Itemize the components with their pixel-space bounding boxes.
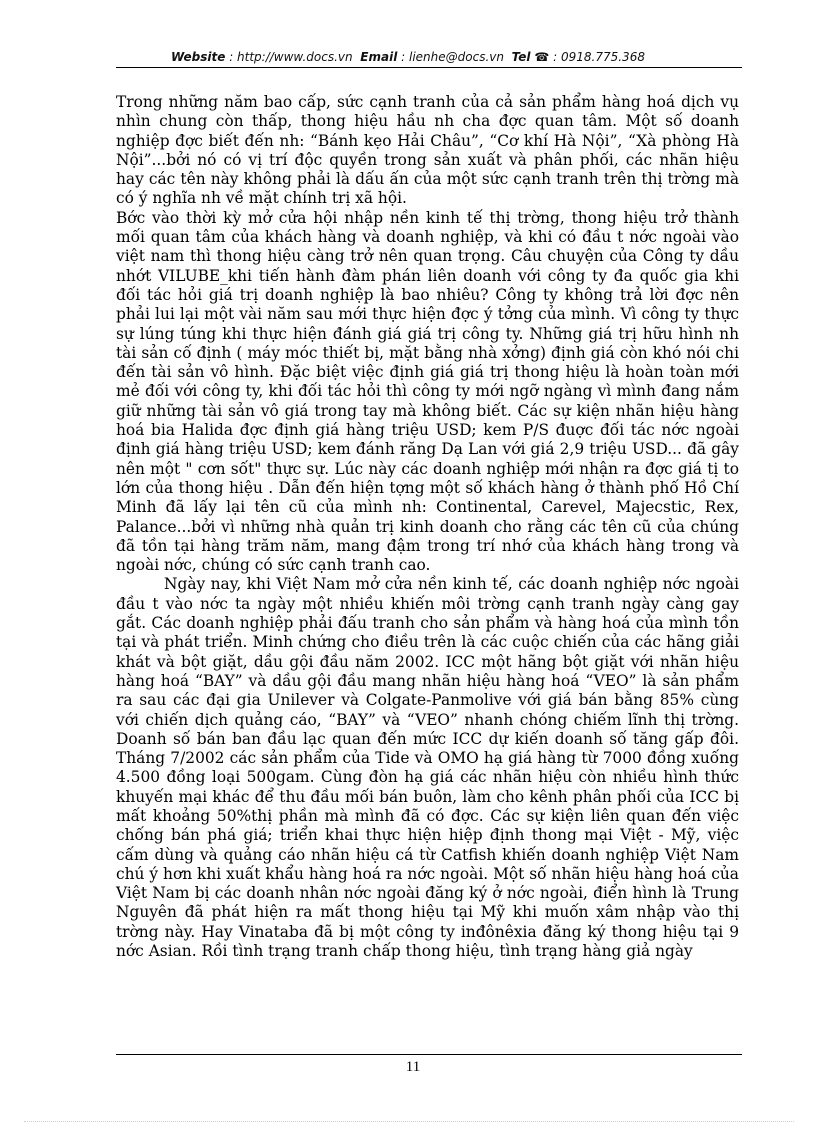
email-value: : lienhe@docs.vn — [401, 50, 504, 64]
page-header — [0, 50, 816, 64]
paragraph: Bớc vào thời kỳ mở cửa hội nhập nền kinh tế thị trờng, thong hiệu trở thành mối quan tâm của khách hàng và doanh nghiệp, và khi có đầu t nớc ngoài vào việt nam thì thong hiệu càng trở nên quan trọng. Câu chuyện của Công ty dầu nhớt VILUBE_khi tiến hành đàm phán liên doanh với công ty đa quốc gia khi đối tác hỏi giá trị doanh nghiệp là bao nhiêu? Công ty không trả lời đợc nên phải lui lại một vài năm sau mới thực hiện đợc ý tởng của mình. Vì công ty thực sự lúng túng khi thực hiện đánh giá giá trị công ty. Những giá trị hữu hình nh tài sản cố định ( máy móc thiết bị, mặt bằng nhà xởng) định giá còn khó nói chi đến tài sản vô hình. Đặc biệt việc định giá giá trị thong hiệu là hoàn toàn mới mẻ đối với công ty, khi đối tác hỏi thì công ty mới ngỡ ngàng vì mình đang nắm giữ những tài sản vô giá trong tay mà không biết. Các sự kiện nhãn hiệu hàng hoá bia Halida đợc định giá hàng triệu USD; kem P/S đuợc đối tác nớc ngoài định giá hàng triệu USD; kem đánh răng Dạ Lan với giá 2,9 triệu USD... đã gây nên một " cơn sốt" thực sự. Lúc này các doanh nghiệp mới nhận ra đợc giá tị to lớn của thong hiệu . Dẫn đến hiện tợng một số khách hàng ở thành phố Hồ Chí Minh đã lấy lại tên cũ của mình nh: Continental, Carevel, Majecstic, Rex, Palance...bởi vì những nhà quản trị kinh doanh cho rằng các tên cũ của chúng đã tồn tại hàng trăm năm, mang đậm trong trí nhớ của khách hàng trong và ngoài nớc, chúng có sức cạnh tranh cao. — [116, 208, 739, 575]
paragraph: Ngày nay, khi Việt Nam mở cửa nền kinh tế, các doanh nghiệp nớc ngoài đầu t vào nớc ta ngày một nhiều khiến môi trờng cạnh tranh ngày càng gay gắt. Các doanh nghiệp phải đấu tranh cho sản phẩm và hàng hoá của mình tồn tại và phát triển. Minh chứng cho điều trên là các cuộc chiến của các hãng giải khát và bột giặt, dầu gội đầu năm 2002. ICC một hãng bột giặt với nhãn hiệu hàng hoá “BAY” và dầu gội đầu mang nhãn hiệu hàng hoá “VEO” là sản phẩm ra sau các đại gia Unilever và Colgate-Panmolive với giá bán bằng 85% cùng với chiến dịch quảng cáo, “BAY” và “VEO” nhanh chóng chiếm lĩnh thị trờng. Doanh số bán ban đầu lạc quan đến mức ICC dự kiến doanh số tăng gấp đôi. Tháng 7/2002 các sản phẩm của Tide và OMO hạ giá hàng từ 7000 đồng xuống 4.500 đồng loại 500gam. Cùng đòn hạ giá các nhãn hiệu còn nhiều hình thức khuyến mại khác để thu đầu mối bán buôn, làm cho kênh phân phối của ICC bị mất khoảng 50%thị phần mà mình đã có đợc. Các sự kiện liên quan đến việc chống bán phá giá; triển khai thực hiện hiệp định thong mại Việt - Mỹ, việc cấm dùng và quảng cáo nhãn hiệu cá từ Catfish khiến doanh nghiệp Việt Nam chú ý hơn khi xuất khẩu hàng hoá ra nớc ngoài. Một số nhãn hiệu hàng hoá của Việt Nam bị các doanh nhân nớc ngoài đăng ký ở nớc ngoài, điển hình là Trung Nguyên đã phát hiện ra mất thong hiệu tại Mỹ khi muốn xâm nhập vào thị trờng này. Hay Vinataba đã bị một công ty inđônêxia đăng ký thong hiệu tại 9 nớc Asian. Rồi tình trạng tranh chấp thong hiệu, tình trạng hàng giả ngày — [116, 575, 739, 961]
paragraph: Trong những năm bao cấp, sức cạnh tranh của cả sản phẩm hàng hoá dịch vụ nhìn chung còn thấp, thong hiệu hầu nh cha đợc quan tâm. Một số doanh nghiệp đợc biết đến nh: “Bánh kẹo Hải Châu”, “Cơ khí Hà Nội”, “Xà phòng Hà Nội”...bởi nó có vị trí độc quyền trong sản xuất và phân phối, các nhãn hiệu hay các tên này không phải là dấu ấn của một sức cạnh tranh trên thị trờng mà có ý nghĩa nh về mặt chính trị xã hội. — [116, 93, 739, 208]
website-label: Website — [171, 50, 226, 64]
footer-divider — [116, 1054, 742, 1055]
tel-value: : 0918.775.368 — [553, 50, 645, 64]
tel-label: Tel — [511, 50, 531, 64]
header-divider — [116, 67, 742, 68]
website-value: : http://www.docs.vn — [229, 50, 353, 64]
document-body — [116, 93, 739, 961]
email-label: Email — [360, 50, 398, 64]
page-bottom-border — [24, 1121, 794, 1122]
phone-icon: ☎ — [534, 50, 550, 64]
page-number: 11 — [405, 1059, 421, 1075]
